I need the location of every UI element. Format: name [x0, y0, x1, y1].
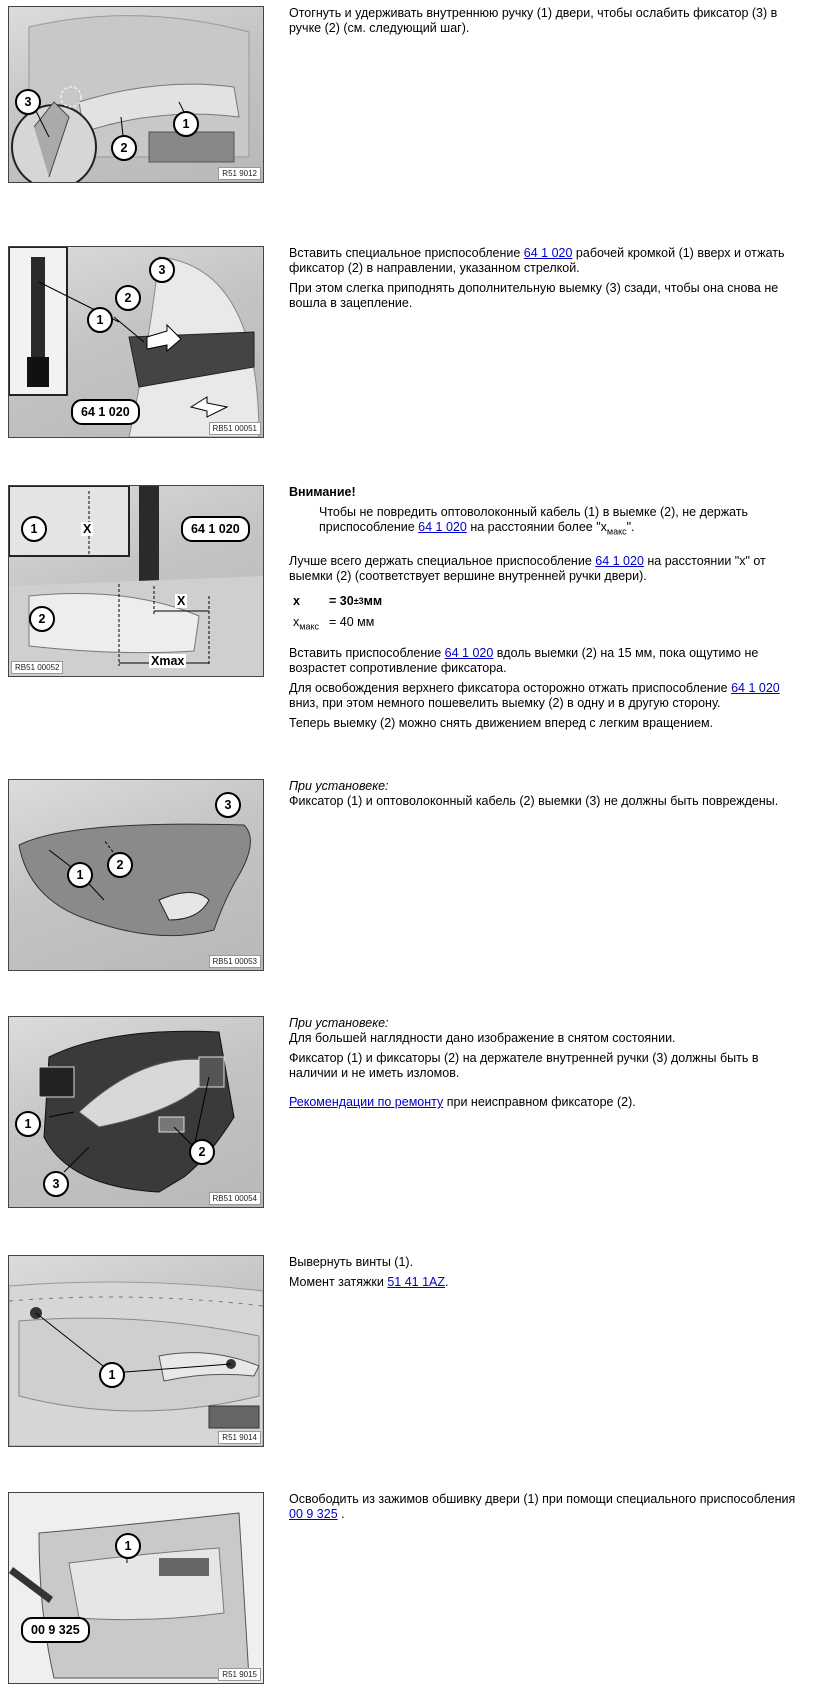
instruction: Для большей наглядности дано изображение в снятом состоянии.	[289, 1031, 676, 1045]
step-5	[8, 1016, 820, 1206]
step-text	[289, 246, 809, 316]
figure-screws	[8, 1255, 264, 1447]
callout-3: 3	[149, 257, 175, 283]
tool-label: 64 1 020	[71, 399, 140, 425]
door-trim-illustration	[9, 1493, 263, 1683]
figure-code: RB51 00051	[209, 422, 261, 435]
callout-2: 2	[29, 606, 55, 632]
callout-3: 3	[15, 89, 41, 115]
callout-2: 2	[107, 852, 133, 878]
callout-1: 1	[15, 1111, 41, 1137]
figure-trim-part	[8, 779, 264, 971]
instruction: Теперь выемку (2) можно снять движением вперед с легким вращением.	[289, 716, 714, 730]
instruction-note: При этом слегка приподнять дополнительную выемку (3) сзади, чтобы она снова не вошла в зацепление.	[289, 281, 779, 310]
instruction: Вставить приспособление 64 1 020 вдоль выемки (2) на 15 мм, пока ощутимо не возрастет сопротивление фиксатора.	[289, 646, 759, 675]
tool-link[interactable]: 64 1 020	[731, 681, 780, 695]
instruction: Для освобождения верхнего фиксатора осторожно отжать приспособление 64 1 020 вниз, при этом немного пошевелить выемку (2) в одну и в другую сторону.	[289, 681, 780, 710]
instruction: Вывернуть винты (1).	[289, 1255, 414, 1269]
callout-1: 1	[87, 307, 113, 333]
figure-handle-holder	[8, 1016, 264, 1208]
instruction: Вставить специальное приспособление 64 1 020 рабочей кромкой (1) вверх и отжать фиксатор (2) в направлении, указанном стрелкой.	[289, 246, 785, 275]
instruction: Отогнуть и удерживать внутреннюю ручку (1) двери, чтобы ослабить фиксатор (3) в ручке (2) (см. следующий шаг).	[289, 6, 778, 35]
figure-door-handle	[8, 6, 264, 183]
torque-spec: Момент затяжки 51 41 1AZ.	[289, 1275, 449, 1289]
step-text	[289, 6, 809, 41]
tool-label: 00 9 325	[21, 1617, 90, 1643]
callout-3: 3	[43, 1171, 69, 1197]
figure-code: RB51 00053	[209, 955, 261, 968]
figure-tool-insert	[8, 246, 264, 438]
formula-x: x = 30 ±3 мм	[293, 593, 383, 608]
callout-2: 2	[115, 285, 141, 311]
tool-link[interactable]: 64 1 020	[444, 646, 494, 660]
step-text	[289, 779, 809, 814]
figure-code: R51 9014	[218, 1431, 261, 1444]
xmax-label: Xmax	[151, 654, 185, 668]
callout-3: 3	[215, 792, 241, 818]
x-label-top: X	[83, 522, 92, 536]
callout-1: 1	[173, 111, 199, 137]
callout-1: 1	[67, 862, 93, 888]
step-4	[8, 779, 820, 969]
callout-1: 1	[99, 1362, 125, 1388]
callout-2: 2	[111, 135, 137, 161]
figure-code: RB51 00054	[209, 1192, 261, 1205]
figure-door-trim	[8, 1492, 264, 1684]
repair-advice: Рекомендации по ремонту при неисправном фиксаторе (2).	[289, 1095, 636, 1109]
instruction: Освободить из зажимов обшивку двери (1) при помощи специального приспособления 00 9 325 .	[289, 1492, 796, 1521]
instruction: Фиксатор (1) и фиксаторы (2) на держателе внутренней ручки (3) должны быть в наличии и не иметь изломов.	[289, 1051, 759, 1080]
step-text	[289, 1492, 809, 1527]
tool-link[interactable]: 64 1 020	[418, 520, 467, 534]
tool-link[interactable]: 64 1 020	[595, 553, 644, 568]
step-2	[8, 246, 820, 438]
torque-link[interactable]: 51 41 1AZ	[387, 1275, 446, 1289]
door-handle-illustration	[9, 7, 263, 182]
step-text	[289, 485, 809, 736]
step-7	[8, 1492, 820, 1682]
warning-text: Чтобы не повредить оптоволоконный кабель (1) в выемке (2), не держать приспособление 64 1 020 на расстоянии более "$x_{макс}$".	[319, 505, 749, 537]
measurement-illustration	[9, 486, 263, 676]
instruction: Лучше всего держать специальное приспособление 64 1 020 на расстоянии "x" от выемки (2) (соответствует вершине внутренней ручки двери).	[289, 553, 766, 583]
step-3	[8, 485, 820, 745]
figure-measurement	[8, 485, 264, 677]
step-text	[289, 1255, 809, 1295]
note: При установеке:	[289, 1016, 389, 1030]
step-text	[289, 1016, 809, 1115]
callout-1: 1	[115, 1533, 141, 1559]
tool-link[interactable]: 64 1 020	[523, 246, 573, 260]
figure-code: R51 9012	[218, 167, 261, 180]
tool-link[interactable]: 00 9 325	[289, 1507, 338, 1521]
warning-title: Внимание!	[289, 485, 356, 499]
repair-advice-link[interactable]: Рекомендации по ремонту	[289, 1095, 444, 1109]
screws-illustration	[9, 1256, 263, 1446]
callout-1: 1	[21, 516, 47, 542]
step-1	[8, 6, 820, 186]
step-6	[8, 1255, 820, 1445]
x-label: X	[177, 594, 186, 608]
tool-label: 64 1 020	[181, 516, 250, 542]
note: При установеке:	[289, 779, 389, 793]
instruction: Фиксатор (1) и оптоволоконный кабель (2) выемки (3) не должны быть повреждены.	[289, 794, 779, 808]
callout-2: 2	[189, 1139, 215, 1165]
formula-xmax: $x_{макс}$ = 40 мм	[293, 614, 375, 631]
figure-code: R51 9015	[218, 1668, 261, 1681]
figure-code: RB51 00052	[11, 661, 63, 674]
